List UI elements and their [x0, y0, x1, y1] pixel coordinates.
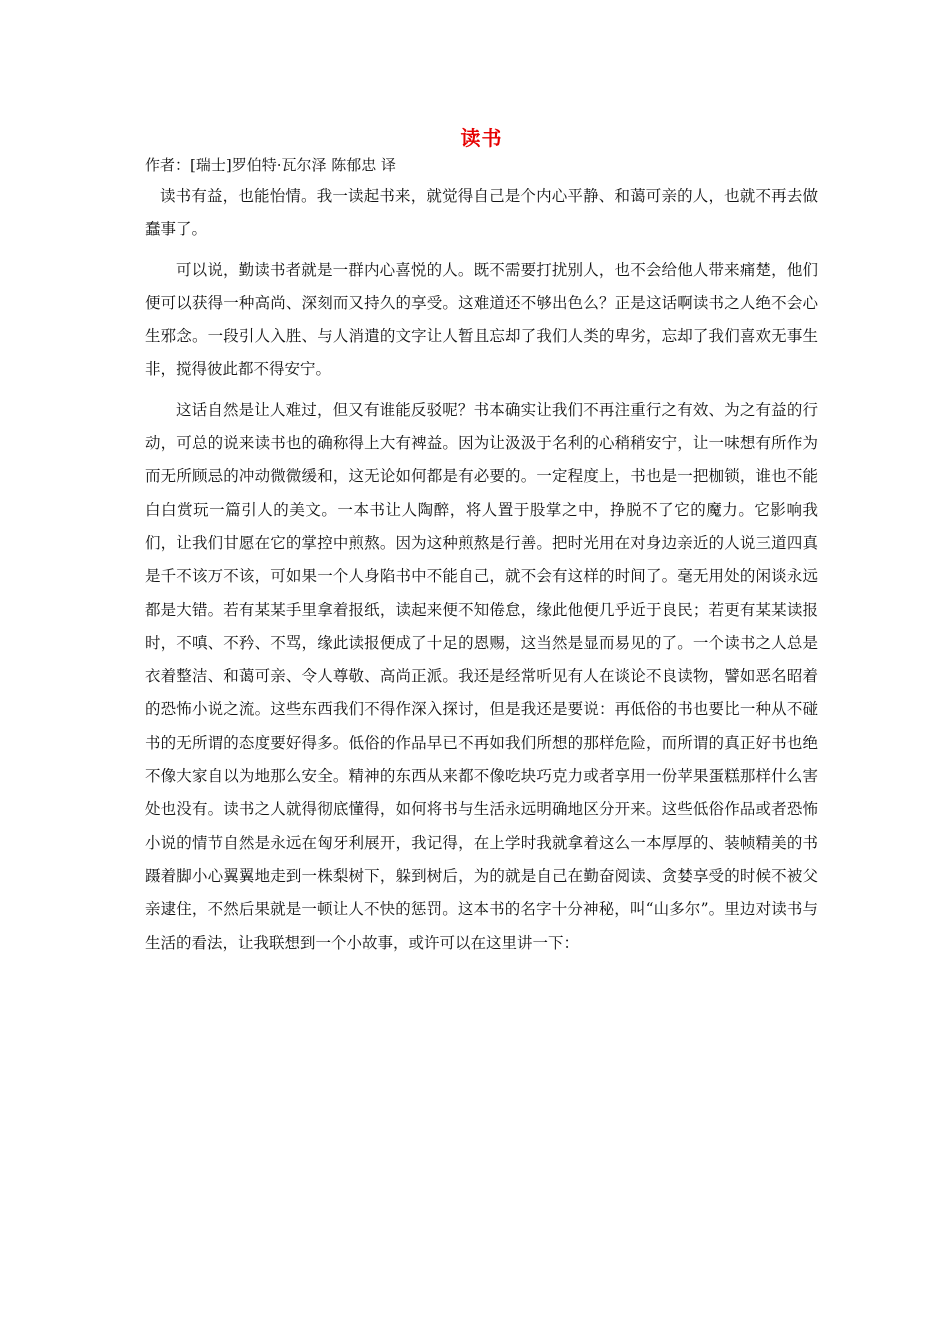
document-title: 读书	[460, 126, 503, 150]
author-byline: 作者：[瑞士]罗伯特·瓦尔泽 陈郁忠 译	[145, 156, 397, 174]
paragraph-3: 这话自然是让人难过，但又有谁能反驳呢？书本确实让我们不再注重行之有效、为之有益的行动，可总的说来读书也的确称得上大有裨益。因为让汲汲于名利的心稍稍安宁，让一味想有所作为而无所顾忌的冲动微微缓和，这无论如何都是有必要的。一定程度上，书也是一把枷锁，谁也不能白白赏玩一篇引人的美文。一本书让人陶醉，将人置于股掌之中，挣脱不了它的魔力。它影响我们，让我们甘愿在它的掌控中煎熬。因为这种煎熬是行善。把时光用在对身边亲近的人说三道四真是千不该万不该，可如果一个人身陷书中不能自己，就不会有这样的时间了。毫无用处的闲谈永远都是大错。若有某某手里拿着报纸，读起来便不知倦怠，缘此他便几乎近于良民；若更有某某读报时，不嗔、不矜、不骂，缘此读报便成了十足的恩赐，这当然是显而易见的了。一个读书之人总是衣着整洁、和蔼可亲、令人尊敬、高尚正派。我还是经常听见有人在谈论不良读物，譬如恶名昭着的恐怖小说之流。这些东西我们不得作深入探讨，但是我还是要说：再低俗的书也要比一种从不碰书的无所谓的态度要好得多。低俗的作品早已不再如我们所想的那样危险，而所谓的真正好书也绝不像大家自以为地那么安全。精神的东西从来都不像吃块巧克力或者享用一份苹果蛋糕那样什么害处也没有。读书之人就得彻底懂得，如何将书与生活永远明确地区分开来。这些低俗作品或者恐怖小说的情节自然是永远在匈牙利展开，我记得，在上学时我就拿着这么一本厚厚的、装帧精美的书蹑着脚小心翼翼地走到一株梨树下，躲到树后，为的就是自己在勤奋阅读、贪婪享受的时候不被父亲逮住，不然后果就是一顿让人不快的惩罚。这本书的名字十分神秘，叫“山多尔”。里边对读书与生活的看法，让我联想到一个小故事，或许可以在这里讲一下：	[145, 400, 818, 952]
paragraph-2: 可以说，勤读书者就是一群内心喜悦的人。既不需要打扰别人，也不会给他人带来痛楚，他们便可以获得一种高尚、深刻而又持久的享受。这难道还不够出色么？正是这话啊读书之人绝不会心生邪念。一段引人入胜、与人消遣的文字让人暂且忘却了我们人类的卑劣，忘却了我们喜欢无事生非，搅得彼此都不得安宁。	[145, 260, 818, 379]
paragraph-1: 读书有益，也能怡情。我一读起书来，就觉得自己是个内心平静、和蔼可亲的人，也就不再去做蠢事了。	[145, 187, 818, 239]
document-body	[145, 180, 818, 960]
